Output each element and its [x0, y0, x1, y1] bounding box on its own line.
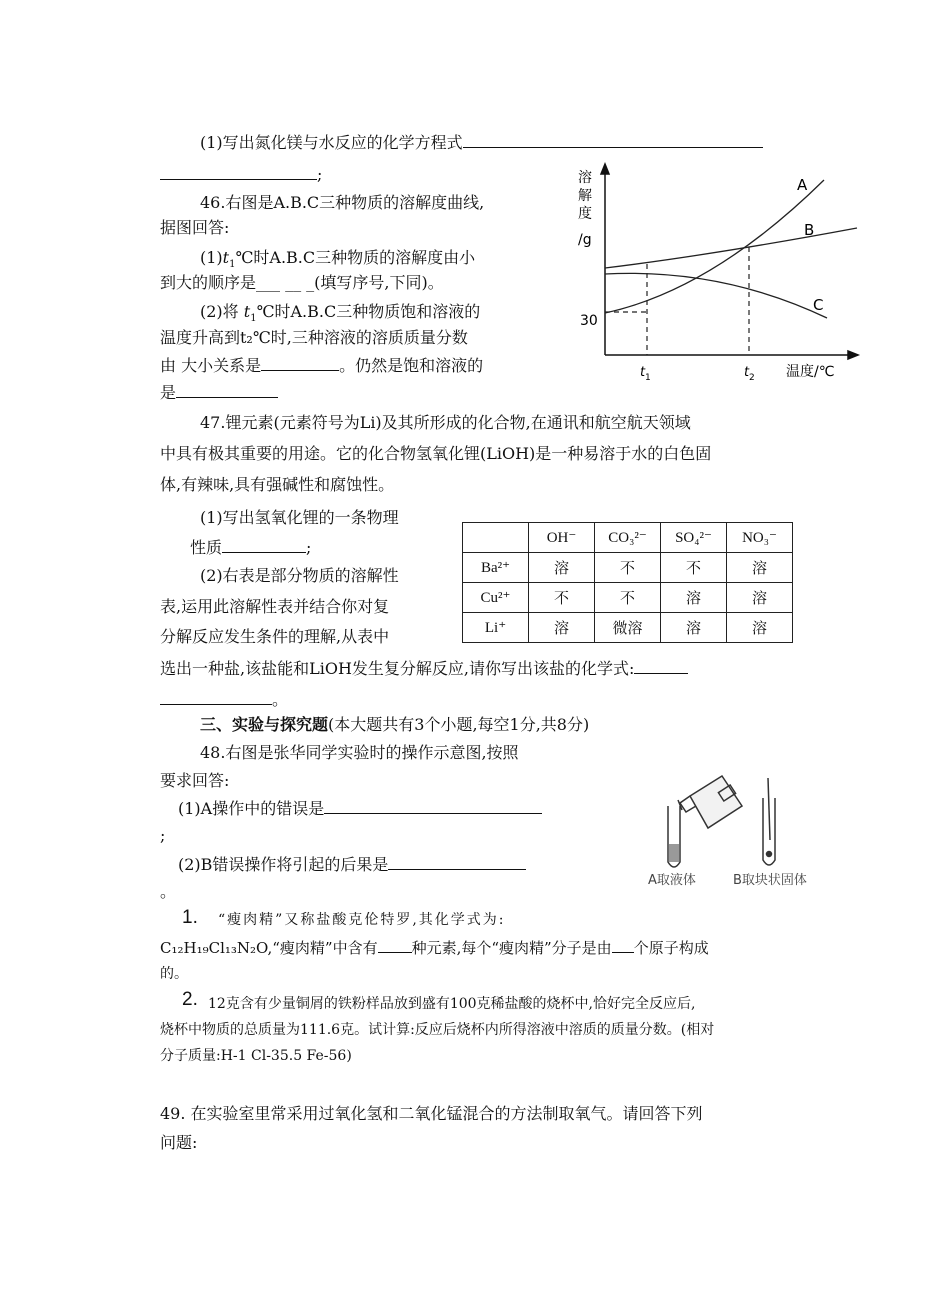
item2-number: 2.	[182, 989, 198, 1010]
item1-line1: “瘦肉精”又称盐酸克伦特罗,其化学式为:	[218, 912, 506, 928]
ylabel-1: 溶	[578, 170, 592, 186]
answer-blank[interactable]	[388, 855, 526, 870]
q47-p2-line2: 表,运用此溶解性表并结合你对复	[160, 597, 390, 616]
solubility-chart	[572, 160, 862, 390]
answer-blank[interactable]	[634, 659, 688, 674]
q47-line3: 体,有辣味,具有强碱性和腐蚀性。	[160, 475, 395, 494]
test-tube-a-icon	[668, 800, 682, 867]
table-cell: 溶	[529, 553, 595, 583]
q48-line2: 要求回答:	[160, 771, 230, 790]
answer-blank[interactable]	[463, 133, 763, 148]
answer-blank[interactable]	[612, 938, 634, 953]
item1-number: 1.	[182, 907, 198, 928]
q47-p2-line4: 选出一种盐,该盐能和LiOH发生复分解反应,请你写出该盐的化学式:	[160, 659, 688, 679]
table-cell: 不	[661, 553, 727, 583]
table-cell: 不	[595, 583, 661, 613]
q47-line2: 中具有极其重要的用途。它的化合物氢氧化锂(LiOH)是一种易溶于水的白色固	[160, 444, 712, 463]
curve-B	[605, 228, 857, 268]
x-axis-arrow	[848, 351, 858, 359]
item2-line1: 12克含有少量铜屑的铁粉样品放到盛有100克稀盐酸的烧杯中,恰好完全反应后,	[208, 996, 696, 1012]
table-row	[463, 613, 793, 643]
ylabel-4: /g	[578, 232, 592, 248]
label-C: C	[813, 296, 824, 314]
answer-blank[interactable]	[160, 165, 317, 180]
q47-p1-line1: (1)写出氢氧化锂的一条物理	[200, 508, 399, 527]
q47-line1: 47.锂元素(元素符号为Li)及其所形成的化合物,在通讯和航空航天领域	[200, 413, 691, 432]
q46-p2-line4: 是	[160, 383, 278, 403]
q46-p2-line2: 温度升高到t₂℃时,三种溶液的溶质质量分数	[160, 328, 468, 347]
q46-intro: 46.右图是A.B.C三种物质的溶解度曲线,	[200, 193, 485, 212]
reagent-bottle-icon	[680, 776, 742, 828]
q48-p1-end: ;	[160, 826, 166, 845]
q48-line1: 48.右图是张华同学实验时的操作示意图,按照	[200, 743, 519, 762]
table-ion-cell: Ba²⁺	[463, 553, 529, 583]
table-cell: 溶	[529, 613, 595, 643]
table-cell: 溶	[661, 613, 727, 643]
q47-p2-line1: (2)右表是部分物质的溶解性	[200, 566, 399, 585]
solubility-table	[462, 522, 793, 643]
q48-p2: (2)B错误操作将引起的后果是	[178, 855, 526, 875]
q47-p2-line3: 分解反应发生条件的理解,从表中	[160, 627, 390, 646]
test-tube-b-icon	[763, 778, 775, 865]
xtick-t1: t	[640, 365, 646, 380]
label-A: A	[797, 176, 808, 194]
answer-blank[interactable]	[176, 383, 278, 398]
ytick-30: 30	[580, 313, 598, 329]
table-header-cell: SO₄²⁻	[661, 523, 727, 553]
q46-p1-line2: 到大的顺序是___ __ _(填写序号,下同)。	[160, 273, 444, 292]
table-cell: 微溶	[595, 613, 661, 643]
q48-p1: (1)A操作中的错误是	[178, 799, 542, 819]
table-cell: 不	[529, 583, 595, 613]
table-header-cell: CO₃²⁻	[595, 523, 661, 553]
table-cell: 溶	[727, 553, 793, 583]
table-row	[463, 583, 793, 613]
q45-part1-line2: ;	[160, 165, 322, 185]
table-cell: 溶	[727, 583, 793, 613]
answer-blank[interactable]	[222, 538, 306, 553]
table-header-cell	[463, 523, 529, 553]
table-header-cell: NO₃⁻	[727, 523, 793, 553]
table-header-row	[463, 523, 793, 553]
answer-blank[interactable]	[378, 938, 412, 953]
xtick-t2: t	[744, 365, 750, 380]
curve-A	[605, 180, 824, 313]
q49-line2: 问题:	[160, 1133, 198, 1152]
answer-blank[interactable]	[324, 799, 542, 814]
q46-p2-line3: 由 大小关系是 。仍然是饱和溶液的	[160, 356, 484, 375]
table-cell: 不	[595, 553, 661, 583]
q47-p1-line2: 性质 ;	[190, 538, 312, 557]
q46-intro2: 据图回答:	[160, 218, 230, 237]
q45-part1: (1)写出氮化镁与水反应的化学方程式	[200, 133, 763, 153]
fig-a-caption: A取液体	[648, 873, 696, 888]
item1-line2: C₁₂H₁₉Cl₁₃N₂O,“瘦肉精”中含有 种元素,每个“瘦肉精”分子是由 个原子构成	[160, 939, 709, 957]
q46-p1: $(1)t_1℃$时A.B.C三种物质的溶解度由小	[200, 248, 476, 271]
table-ion-cell: Li⁺	[463, 613, 529, 643]
section3-heading: 三、实验与探究题(本大题共有3个小题,每空1分,共8分)	[200, 715, 590, 734]
curve-C	[605, 273, 827, 318]
ylabel-3: 度	[578, 206, 592, 222]
table-row	[463, 553, 793, 583]
y-axis-arrow	[601, 164, 609, 174]
table-cell: 溶	[661, 583, 727, 613]
xtick-t1-sub: 1	[645, 373, 651, 383]
item1-line3: 的。	[160, 966, 188, 982]
answer-blank[interactable]	[261, 356, 339, 371]
q49-line1: 49. 在实验室里常采用过氧化氢和二氧化锰混合的方法制取氧气。请回答下列	[160, 1104, 703, 1123]
table-cell: 溶	[727, 613, 793, 643]
item2-line3: 分子质量:H-1 Cl-35.5 Fe-56)	[160, 1048, 352, 1064]
q48-p2-end: 。	[160, 882, 177, 901]
fig-b-caption: B取块状固体	[733, 873, 807, 888]
table-ion-cell: Cu²⁺	[463, 583, 529, 613]
q47-p2-line5: 。	[160, 690, 288, 710]
xlabel: 温度/℃	[786, 364, 835, 380]
ylabel-2: 解	[578, 188, 592, 204]
q46-p2: (2)将 $t_1℃$时A.B.C三种物质饱和溶液的	[200, 302, 481, 325]
xtick-t2-sub: 2	[749, 373, 755, 383]
table-header-cell: OH⁻	[529, 523, 595, 553]
label-B: B	[804, 221, 815, 239]
answer-blank[interactable]	[160, 690, 272, 705]
lab-figure	[638, 770, 818, 895]
item2-line2: 烧杯中物质的总质量为111.6克。试计算:反应后烧杯内所得溶液中溶质的质量分数。(相对	[160, 1022, 715, 1038]
